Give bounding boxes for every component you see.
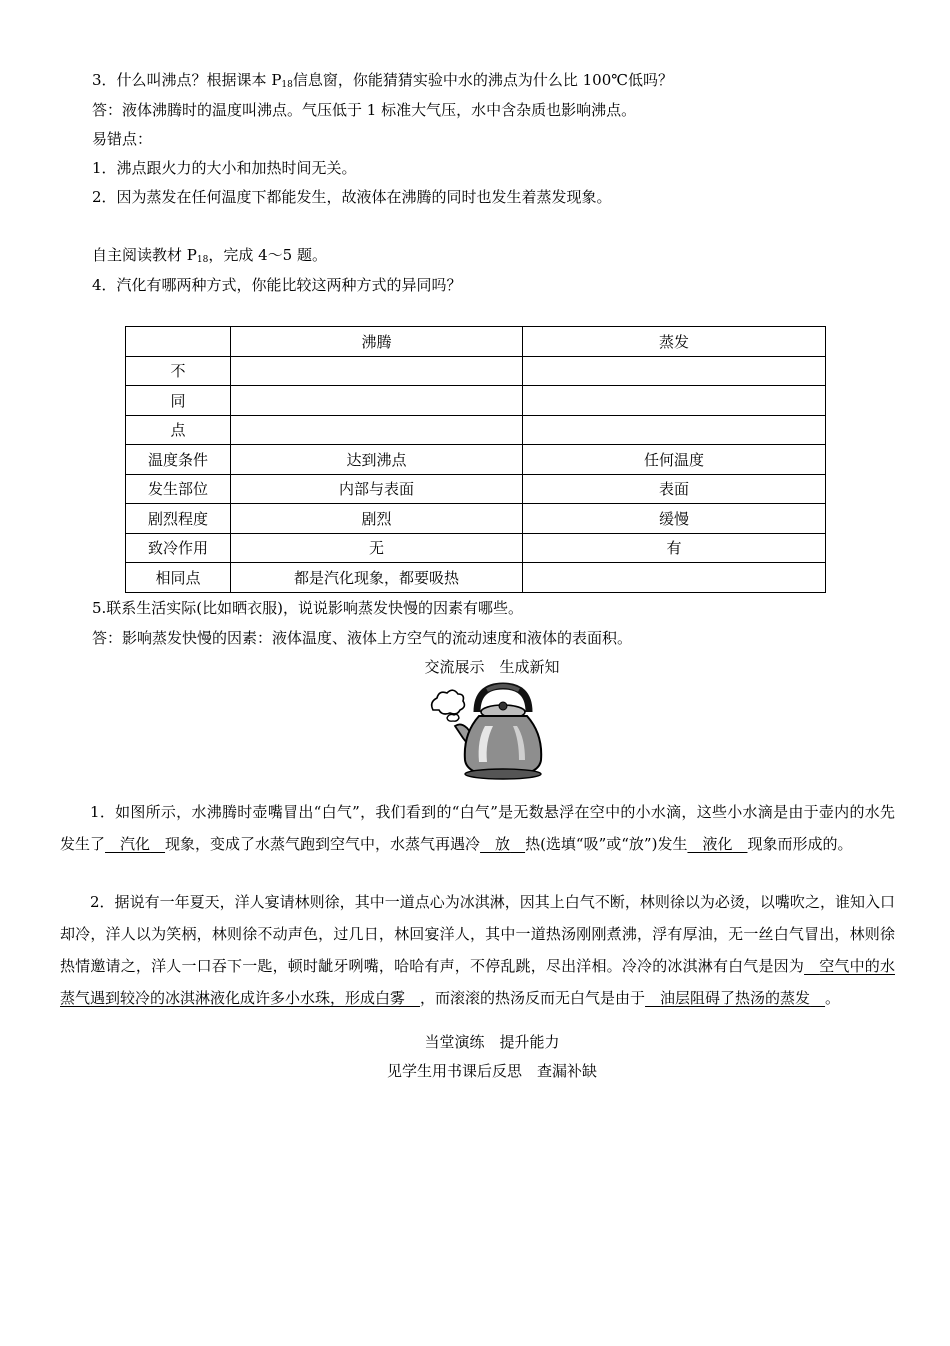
diff-label-char: 同: [126, 386, 231, 416]
diff-label-char: 不: [126, 356, 231, 386]
table-row: [126, 445, 826, 475]
comparison-table: [125, 326, 826, 593]
q5-title: 5.联系生活实际(比如晒衣服)，说说影响蒸发快慢的因素有哪些。: [92, 599, 524, 617]
p2-text: 2．据说有一年夏天，洋人宴请林则徐，其中一道点心为冰淇淋，因其上白气不断，林则徐以为必烫，以嘴吹之，谁知入口却冷，洋人以为笑柄，林则徐不动声色，过几日，林回宴洋人，其中一道热汤刚刚煮沸，浮有厚油，无一丝白气冒出，林则徐热情邀请之，洋人一口吞下一匙，顿时龇牙咧嘴，哈哈有声，不停乱跳，尽出洋相。冷冷的冰淇淋有白气是因为: [60, 893, 895, 975]
q3-answer: 答：液体沸腾时的温度叫沸点。气压低于 1 标准大气压，水中含杂质也影响沸点。: [92, 101, 637, 119]
p2-blank-answer: 空气中的水蒸气遇到较冷的冰淇淋液化成许多小水珠，形成白雾: [60, 957, 895, 1007]
p1-blank-answer: 液化: [702, 835, 733, 853]
diff-label-char: 点: [126, 415, 231, 445]
table-row: [126, 415, 826, 445]
table-row-same: [126, 563, 826, 593]
reading-instruction: [92, 245, 327, 268]
evap-cell: 任何温度: [523, 445, 826, 475]
table-header-cell: 沸腾: [231, 327, 523, 357]
table-row: [126, 474, 826, 504]
table-header-cell: [126, 327, 231, 357]
row-label: 温度条件: [126, 445, 231, 475]
reading-part: ，完成 4～5 题。: [208, 246, 327, 264]
boil-cell: 内部与表面: [231, 474, 523, 504]
row-label: 发生部位: [126, 474, 231, 504]
evap-cell: 有: [523, 533, 826, 563]
boil-cell: 无: [231, 533, 523, 563]
table-row: [126, 504, 826, 534]
p2-text: ，而滚滚的热汤反而无白气是由于: [420, 989, 646, 1007]
q4-title: 4．汽化有哪两种方式，你能比较这两种方式的异同吗？: [92, 276, 462, 294]
kettle-illustration: [425, 682, 545, 782]
footer-note: 见学生用书课后反思 查漏补缺: [386, 1062, 597, 1080]
table-cell: [523, 563, 826, 593]
boil-cell: 达到沸点: [231, 445, 523, 475]
table-cell: [231, 356, 523, 386]
table-row: [126, 386, 826, 416]
reading-subscript: 18: [196, 255, 209, 265]
table-header-cell: 蒸发: [523, 327, 826, 357]
steam-puff: [432, 690, 465, 714]
reading-part: 自主阅读教材 P: [92, 246, 197, 264]
table-header-row: [126, 327, 826, 357]
paragraph-1: [60, 796, 895, 860]
error-point-1: 1．沸点跟火力的大小和加热时间无关。: [92, 159, 357, 177]
evap-cell: 缓慢: [523, 504, 826, 534]
evap-cell: 表面: [523, 474, 826, 504]
q3-title-part: 3．什么叫沸点？根据课本 P: [92, 71, 282, 89]
table-row: [126, 356, 826, 386]
table-cell: [231, 415, 523, 445]
table-cell: [523, 356, 826, 386]
p1-text: 现象而形成的。: [747, 835, 853, 853]
p2-text: 。: [825, 989, 841, 1007]
table-cell: [523, 415, 826, 445]
p1-text: 1．如图所示，水沸腾时壶嘴冒出“白气”，我们看到的“白气”是无数悬浮在空中的小水滴，这些小水滴是由于壶内的水先发生了: [60, 803, 895, 853]
table-cell: [523, 386, 826, 416]
paragraph-2: [60, 886, 895, 1014]
row-label: 剧烈程度: [126, 504, 231, 534]
section-title-practice: 当堂演练 提升能力: [424, 1033, 560, 1051]
steam-puff: [447, 714, 459, 721]
same-value-cell: 都是汽化现象，都要吸热: [231, 563, 523, 593]
q3-title-subscript: 18: [281, 80, 293, 90]
row-label: 致冷作用: [126, 533, 231, 563]
table-cell: [231, 386, 523, 416]
p1-text: 现象，变成了水蒸气跑到空气中，水蒸气再遇冷: [165, 835, 481, 853]
kettle-base: [465, 769, 541, 779]
kettle-knob: [499, 702, 507, 710]
q3-title-part: 信息窗，你能猜猜实验中水的沸点为什么比 100℃低吗？: [292, 71, 674, 89]
row-label: 相同点: [126, 563, 231, 593]
error-point-2: 2．因为蒸发在任何温度下都能发生，故液体在沸腾的同时也发生着蒸发现象。: [92, 188, 612, 206]
p2-blank-answer: 油层阻碍了热汤的蒸发: [660, 989, 811, 1007]
kettle-body: [465, 716, 541, 776]
boil-cell: 剧烈: [231, 504, 523, 534]
p1-blank-answer: 汽化: [120, 835, 151, 853]
table-row: [126, 533, 826, 563]
error-points-heading: 易错点：: [92, 130, 153, 148]
q3-title: [92, 70, 673, 93]
q5-answer: 答：影响蒸发快慢的因素：液体温度、液体上方空气的流动速度和液体的表面积。: [92, 629, 633, 647]
section-title-exchange: 交流展示 生成新知: [424, 658, 560, 676]
p1-text: 热(选填“吸”或“放”)发生: [525, 835, 688, 853]
p1-blank-answer: 放: [495, 835, 511, 853]
